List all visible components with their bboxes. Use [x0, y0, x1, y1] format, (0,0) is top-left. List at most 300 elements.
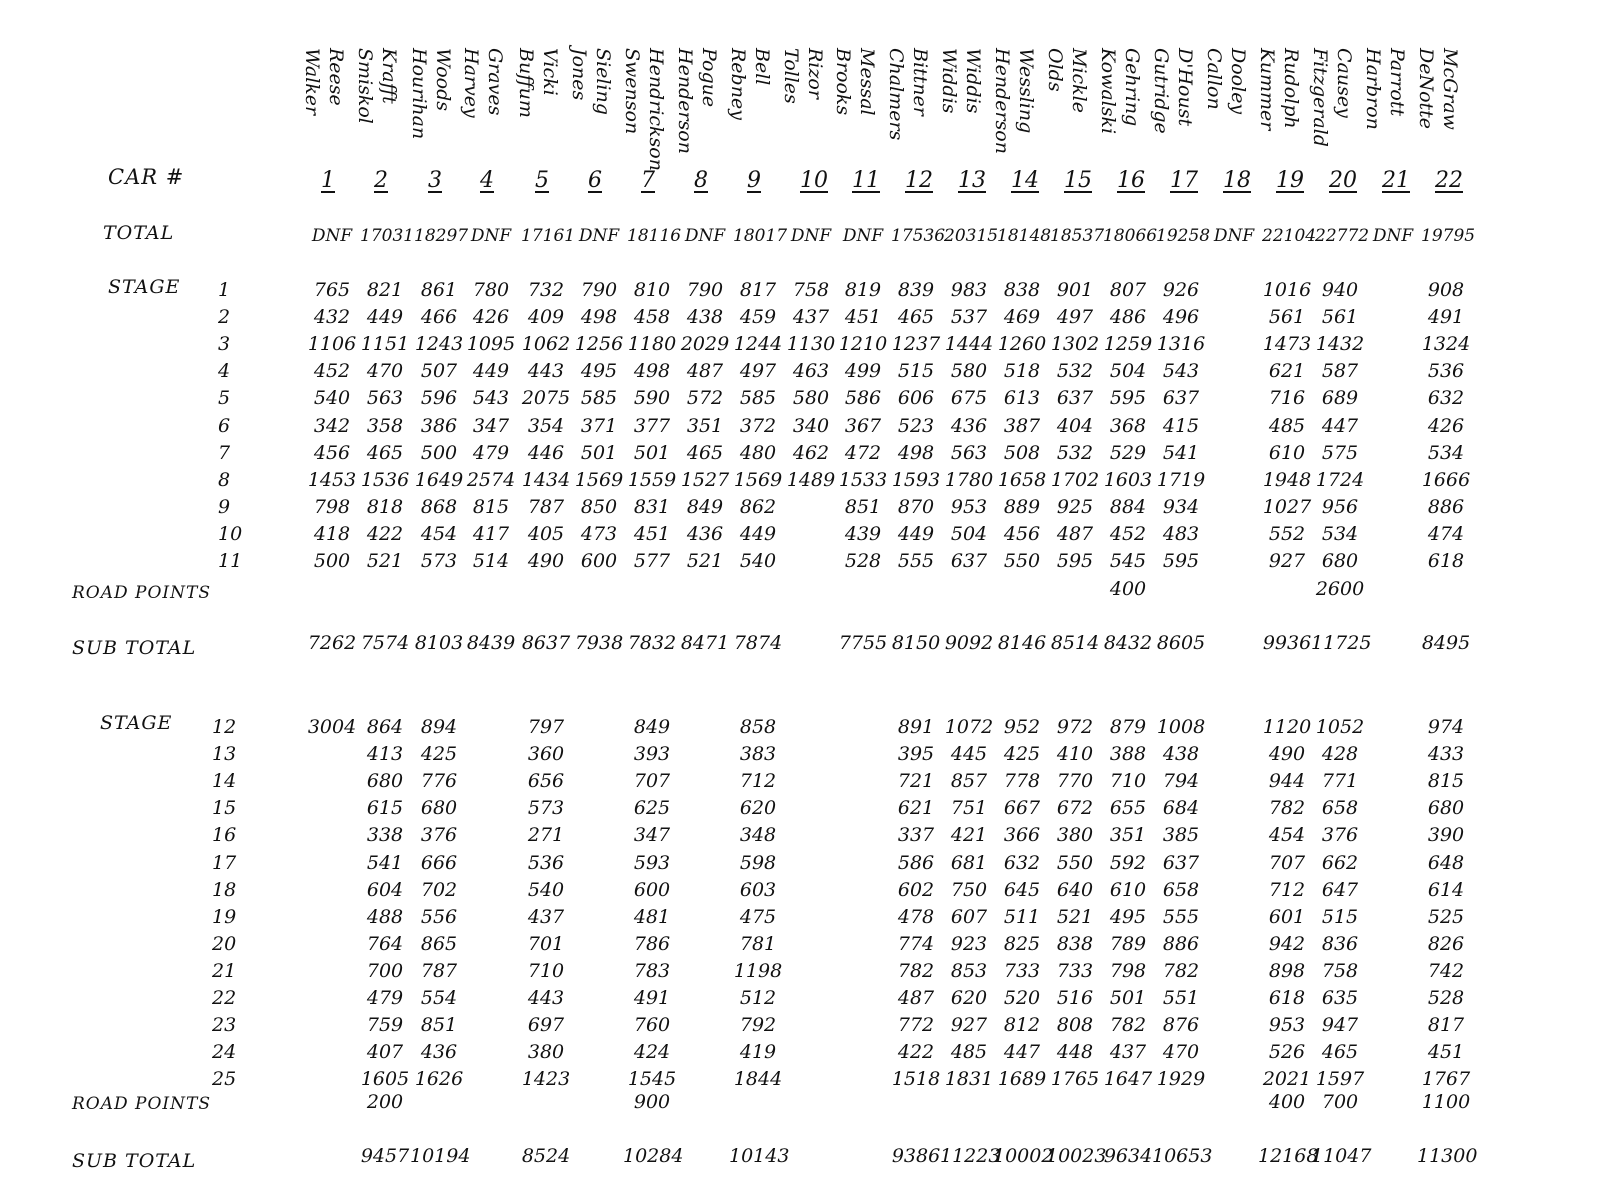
stage-score: 593 [633, 851, 671, 874]
stage-score: 680 [366, 770, 404, 793]
sub-total-value: 10653 [1152, 1145, 1213, 1167]
stage-score: 879 [1109, 716, 1147, 738]
stage-score: 680 [420, 797, 458, 820]
stage-score: 1062 [521, 333, 571, 356]
sub-total-value: 7755 [838, 632, 888, 654]
stage-score: 733 [1056, 959, 1094, 982]
stage-score: 697 [527, 1014, 565, 1037]
stage-score: 681 [950, 851, 988, 874]
stage-score: 758 [1321, 959, 1359, 982]
stage-score: 347 [633, 824, 671, 847]
sub-total-label-1: SUB TOTAL [72, 637, 197, 659]
stage-score: 858 [739, 716, 777, 738]
car-number: 22 [1435, 168, 1463, 193]
stage-score: 2075 [521, 387, 571, 410]
stage-score: 488 [366, 905, 404, 928]
stage-score: 371 [580, 414, 618, 437]
stage-score: 797 [527, 716, 565, 738]
driver-name: Walker [301, 48, 323, 116]
driver-name: Woods [432, 48, 454, 112]
stage-score: 640 [1056, 878, 1094, 901]
stage-number: 6 [218, 414, 231, 437]
driver-name: Kummer [1256, 48, 1278, 131]
car-number: 16 [1117, 168, 1145, 193]
stage-score: 680 [1321, 550, 1359, 572]
stage-score: 451 [1427, 1041, 1465, 1064]
car-number: 9 [747, 168, 761, 193]
stage-score: 532 [1056, 360, 1094, 383]
stage-score: 437 [792, 306, 830, 329]
stage-score: 983 [950, 279, 988, 301]
stage-score: 702 [420, 878, 458, 901]
stage-score: 536 [527, 851, 565, 874]
sub-total-value: 7832 [627, 632, 677, 654]
stage-score: 481 [633, 905, 671, 928]
stage-score: 495 [580, 360, 618, 383]
stage-score: 1316 [1156, 333, 1206, 356]
stage-score: 418 [313, 522, 351, 545]
stage-score: 974 [1427, 716, 1465, 738]
sub-total-value: 11725 [1311, 632, 1372, 654]
stage-score: 422 [897, 1041, 935, 1064]
stage-score: 1260 [997, 333, 1047, 356]
stage-score: 1545 [627, 1068, 677, 1091]
car-total: DNF [790, 226, 832, 246]
stage-score: 540 [313, 387, 351, 410]
car-total: DNF [578, 226, 620, 246]
stage-score: 388 [1109, 743, 1147, 766]
stage-score: 655 [1109, 797, 1147, 820]
stage-score: 490 [1268, 743, 1306, 766]
sub-total-label-2: SUB TOTAL [72, 1150, 197, 1172]
driver-name: Rizor [804, 48, 826, 99]
stage-score: 1929 [1156, 1068, 1206, 1091]
sub-total-value: 7938 [574, 632, 624, 654]
stage-score: 1237 [891, 333, 941, 356]
stage-score: 563 [950, 441, 988, 464]
stage-score: 338 [366, 824, 404, 847]
stage-score: 770 [1056, 770, 1094, 793]
stage-score: 853 [950, 959, 988, 982]
car-number: 7 [641, 168, 655, 193]
stage-score: 511 [1003, 905, 1041, 928]
stage-score: 620 [950, 987, 988, 1009]
driver-name: Hourihan [408, 48, 430, 140]
road-points-label-1: ROAD POINTS [72, 583, 211, 603]
stage-score: 700 [366, 959, 404, 982]
stage-score: 449 [739, 522, 777, 545]
stage-score: 407 [366, 1041, 404, 1064]
stage-score: 1095 [466, 333, 516, 356]
stage-score: 592 [1109, 851, 1147, 874]
driver-name: Harbron [1362, 48, 1384, 130]
sub-total-value: 11300 [1417, 1145, 1478, 1167]
stage-score: 443 [527, 360, 565, 383]
stage-score: 1444 [944, 333, 994, 356]
car-number: 11 [852, 168, 880, 193]
stage-score: 710 [527, 959, 565, 982]
stage-number: 22 [212, 987, 237, 1009]
stage-score: 1052 [1315, 716, 1365, 738]
stage-score: 454 [1268, 824, 1306, 847]
stage-score: 575 [1321, 441, 1359, 464]
stage-score: 528 [844, 550, 882, 572]
stage-score: 439 [844, 522, 882, 545]
stage-score: 613 [1003, 387, 1041, 410]
stage-score: 437 [1109, 1041, 1147, 1064]
stage-score: 585 [739, 387, 777, 410]
stage-score: 742 [1427, 959, 1465, 982]
stage-score: 672 [1056, 797, 1094, 820]
driver-name: Tolles [780, 48, 802, 104]
sub-total-value: 11047 [1311, 1145, 1372, 1167]
road-points-value: 700 [1321, 1091, 1359, 1113]
stage-score: 479 [366, 987, 404, 1009]
stage-score: 710 [1109, 770, 1147, 793]
stage-score: 940 [1321, 279, 1359, 301]
stage-score: 496 [1162, 306, 1200, 329]
stage-score: 1106 [307, 333, 357, 356]
stage-score: 540 [739, 550, 777, 572]
stage-score: 424 [633, 1041, 671, 1064]
stage-score: 953 [950, 495, 988, 518]
stage-score: 340 [792, 414, 830, 437]
stage-score: 2021 [1262, 1068, 1312, 1091]
stage-score: 521 [366, 550, 404, 572]
stage-score: 543 [472, 387, 510, 410]
stage-score: 947 [1321, 1014, 1359, 1037]
car-number: 2 [374, 168, 388, 193]
road-points-label-2: ROAD POINTS [72, 1094, 211, 1114]
stage-score: 595 [1109, 387, 1147, 410]
stage-score: 480 [739, 441, 777, 464]
car-number: 13 [958, 168, 986, 193]
stage-score: 680 [1427, 797, 1465, 820]
stage-score: 798 [313, 495, 351, 518]
stage-score: 572 [686, 387, 724, 410]
stage-score: 776 [420, 770, 458, 793]
stage-score: 413 [366, 743, 404, 766]
stage-score: 1597 [1315, 1068, 1365, 1091]
stage-score: 625 [633, 797, 671, 820]
stage-score: 525 [1427, 905, 1465, 928]
stage-score: 337 [897, 824, 935, 847]
stage-score: 585 [580, 387, 618, 410]
stage-score: 876 [1162, 1014, 1200, 1037]
stage-score: 536 [1427, 360, 1465, 383]
stage-number: 2 [218, 306, 231, 329]
stage-number: 19 [212, 905, 237, 928]
stage-score: 675 [950, 387, 988, 410]
driver-name: Swenson [621, 48, 643, 135]
stage-score: 925 [1056, 495, 1094, 518]
stage-score: 485 [1268, 414, 1306, 437]
driver-name: Graves [484, 48, 506, 116]
stage-score: 595 [1056, 550, 1094, 572]
stage-score: 366 [1003, 824, 1041, 847]
stage-number: 13 [212, 743, 237, 766]
stage-score: 838 [1056, 932, 1094, 955]
sub-total-value: 10143 [729, 1145, 790, 1167]
driver-name: Dooley [1227, 48, 1249, 115]
stage-score: 1527 [680, 468, 730, 491]
stage-score: 491 [633, 987, 671, 1009]
stage-score: 1948 [1262, 468, 1312, 491]
stage-score: 372 [739, 414, 777, 437]
driver-name: Bittner [909, 48, 931, 116]
stage-score: 541 [1162, 441, 1200, 464]
stage-score: 1533 [838, 468, 888, 491]
sub-total-value: 8637 [521, 632, 571, 654]
stage-score: 368 [1109, 414, 1147, 437]
sub-total-value: 9634 [1103, 1145, 1153, 1167]
stage-number: 20 [212, 932, 237, 955]
stage-score: 815 [472, 495, 510, 518]
stage-score: 447 [1003, 1041, 1041, 1064]
driver-name: McGraw [1439, 48, 1461, 130]
stage-score: 1072 [944, 716, 994, 738]
car-number: 5 [535, 168, 549, 193]
stage-score: 541 [366, 851, 404, 874]
stage-score: 944 [1268, 770, 1306, 793]
stage-score: 491 [1427, 306, 1465, 329]
road-points-value: 400 [1109, 578, 1147, 600]
stage-score: 666 [420, 851, 458, 874]
stage-score: 600 [580, 550, 618, 572]
stage-score: 383 [739, 743, 777, 766]
stage-score: 807 [1109, 279, 1147, 301]
stage-score: 499 [844, 360, 882, 383]
driver-name: Widdis [962, 48, 984, 114]
stage-score: 637 [950, 550, 988, 572]
stage-score: 386 [420, 414, 458, 437]
stage-score: 504 [1109, 360, 1147, 383]
stage-score: 836 [1321, 932, 1359, 955]
stage-score: 1724 [1315, 468, 1365, 491]
stage-score: 478 [897, 905, 935, 928]
stage-score: 865 [420, 932, 458, 955]
stage-score: 772 [897, 1014, 935, 1037]
stage-score: 459 [739, 306, 777, 329]
stage-score: 528 [1427, 987, 1465, 1009]
stage-score: 410 [1056, 743, 1094, 766]
stage-score: 1844 [733, 1068, 783, 1091]
driver-name: Gehring [1121, 48, 1143, 127]
stage-score: 377 [633, 414, 671, 437]
stage-score: 817 [739, 279, 777, 301]
stage-score: 849 [633, 716, 671, 738]
stage-score: 438 [1162, 743, 1200, 766]
stage-score: 810 [633, 279, 671, 301]
stage-score: 1489 [786, 468, 836, 491]
driver-name: Vicki [539, 48, 561, 96]
stage-score: 662 [1321, 851, 1359, 874]
stage-score: 537 [950, 306, 988, 329]
driver-name: D'Houst [1174, 48, 1196, 127]
stage-score: 456 [313, 441, 351, 464]
stage-score: 387 [1003, 414, 1041, 437]
stage-score: 831 [633, 495, 671, 518]
stage-score: 953 [1268, 1014, 1306, 1037]
stage-score: 1151 [360, 333, 410, 356]
stage-score: 516 [1056, 987, 1094, 1009]
stage-score: 1130 [786, 333, 836, 356]
driver-name: Olds [1044, 48, 1066, 92]
stage-score: 817 [1427, 1014, 1465, 1037]
stage-score: 473 [580, 522, 618, 545]
stage-score: 721 [897, 770, 935, 793]
stage-score: 1719 [1156, 468, 1206, 491]
stage-score: 1569 [574, 468, 624, 491]
car-number-label: CAR # [108, 165, 185, 189]
stage-score: 908 [1427, 279, 1465, 301]
stage-score: 870 [897, 495, 935, 518]
car-total: 18148 [997, 226, 1052, 246]
stage-score: 1765 [1050, 1068, 1100, 1091]
stage-score: 465 [1321, 1041, 1359, 1064]
stage-score: 716 [1268, 387, 1306, 410]
stage-score: 271 [527, 824, 565, 847]
stage-score: 596 [420, 387, 458, 410]
stage-score: 610 [1109, 878, 1147, 901]
stage-score: 393 [633, 743, 671, 766]
road-points-value: 2600 [1315, 578, 1365, 600]
stage-score: 934 [1162, 495, 1200, 518]
car-total: 19258 [1156, 226, 1211, 246]
stage-score: 1518 [891, 1068, 941, 1091]
car-total: 22772 [1315, 226, 1370, 246]
stage-score: 790 [580, 279, 618, 301]
car-total: 17536 [891, 226, 946, 246]
driver-name: Widdis [938, 48, 960, 114]
stage-score: 637 [1056, 387, 1094, 410]
stage-score: 561 [1321, 306, 1359, 329]
stage-score: 543 [1162, 360, 1200, 383]
sub-total-value: 10023 [1046, 1145, 1107, 1167]
stage-score: 760 [633, 1014, 671, 1037]
stage-score: 825 [1003, 932, 1041, 955]
stage-score: 618 [1268, 987, 1306, 1009]
stage-score: 433 [1427, 743, 1465, 766]
stage-score: 422 [366, 522, 404, 545]
stage-score: 812 [1003, 1014, 1041, 1037]
sub-total-value: 7874 [733, 632, 783, 654]
driver-name: Jones [568, 48, 590, 101]
stage-score: 452 [313, 360, 351, 383]
stage-score: 1593 [891, 468, 941, 491]
stage-score: 507 [420, 360, 458, 383]
stage-score: 1666 [1421, 468, 1471, 491]
stage-score: 426 [1427, 414, 1465, 437]
stage-score: 498 [633, 360, 671, 383]
road-points-value: 200 [366, 1091, 404, 1113]
stage-score: 586 [897, 851, 935, 874]
stage-score: 733 [1003, 959, 1041, 982]
stage-number: 5 [218, 387, 231, 410]
stage-score: 771 [1321, 770, 1359, 793]
stage-number: 11 [218, 550, 243, 572]
stage-score: 707 [633, 770, 671, 793]
stage-score: 751 [950, 797, 988, 820]
stage-score: 648 [1427, 851, 1465, 874]
car-total: DNF [311, 226, 353, 246]
stage-score: 521 [1056, 905, 1094, 928]
car-total: DNF [1372, 226, 1414, 246]
stage-score: 487 [1056, 522, 1094, 545]
stage-score: 376 [420, 824, 458, 847]
car-total: DNF [1213, 226, 1255, 246]
stage-score: 490 [527, 550, 565, 572]
stage-number: 1 [218, 279, 231, 301]
stage-score: 550 [1056, 851, 1094, 874]
driver-name: Fitzgerald [1309, 48, 1331, 147]
stage-score: 551 [1162, 987, 1200, 1009]
stage-score: 927 [1268, 550, 1306, 572]
stage-score: 778 [1003, 770, 1041, 793]
stage-score: 351 [1109, 824, 1147, 847]
stage-score: 469 [1003, 306, 1041, 329]
stage-score: 1473 [1262, 333, 1312, 356]
sub-total-value: 8439 [466, 632, 516, 654]
stage-score: 1453 [307, 468, 357, 491]
stage-score: 765 [313, 279, 351, 301]
driver-name: Bell [751, 48, 773, 86]
sub-total-value: 10194 [410, 1145, 471, 1167]
stage-number: 4 [218, 360, 231, 383]
stage-score: 573 [420, 550, 458, 572]
stage-score: 438 [686, 306, 724, 329]
stage-score: 555 [1162, 905, 1200, 928]
stage-number: 21 [212, 959, 237, 982]
car-total: 18537 [1050, 226, 1105, 246]
stage-score: 351 [686, 414, 724, 437]
stage-score: 1767 [1421, 1068, 1471, 1091]
stage-score: 750 [950, 878, 988, 901]
stage-score: 472 [844, 441, 882, 464]
stage-score: 815 [1427, 770, 1465, 793]
stage-number: 15 [212, 797, 237, 820]
stage-score: 684 [1162, 797, 1200, 820]
stage-score: 603 [739, 878, 777, 901]
stage-score: 862 [739, 495, 777, 518]
driver-name: Brooks [832, 48, 854, 116]
stage-score: 764 [366, 932, 404, 955]
car-number: 3 [428, 168, 442, 193]
stage-score: 580 [792, 387, 830, 410]
stage-score: 1689 [997, 1068, 1047, 1091]
stage-number: 9 [218, 495, 231, 518]
driver-name: Kowalski [1097, 48, 1119, 135]
stage-score: 838 [1003, 279, 1041, 301]
stage-number: 7 [218, 441, 231, 464]
sub-total-value: 7574 [360, 632, 410, 654]
stage-score: 452 [1109, 522, 1147, 545]
stage-score: 1302 [1050, 333, 1100, 356]
stage-score: 497 [1056, 306, 1094, 329]
stage-score: 436 [420, 1041, 458, 1064]
stage-score: 604 [366, 878, 404, 901]
stage-score: 540 [527, 878, 565, 901]
car-number: 12 [905, 168, 933, 193]
stage-score: 952 [1003, 716, 1041, 738]
sub-total-value: 12168 [1258, 1145, 1319, 1167]
stage-score: 451 [844, 306, 882, 329]
driver-name: Hendrickson [645, 48, 667, 171]
driver-name: Smiskol [354, 48, 376, 124]
car-number: 1 [321, 168, 335, 193]
driver-name: Messal [856, 48, 878, 116]
stage-score: 465 [897, 306, 935, 329]
